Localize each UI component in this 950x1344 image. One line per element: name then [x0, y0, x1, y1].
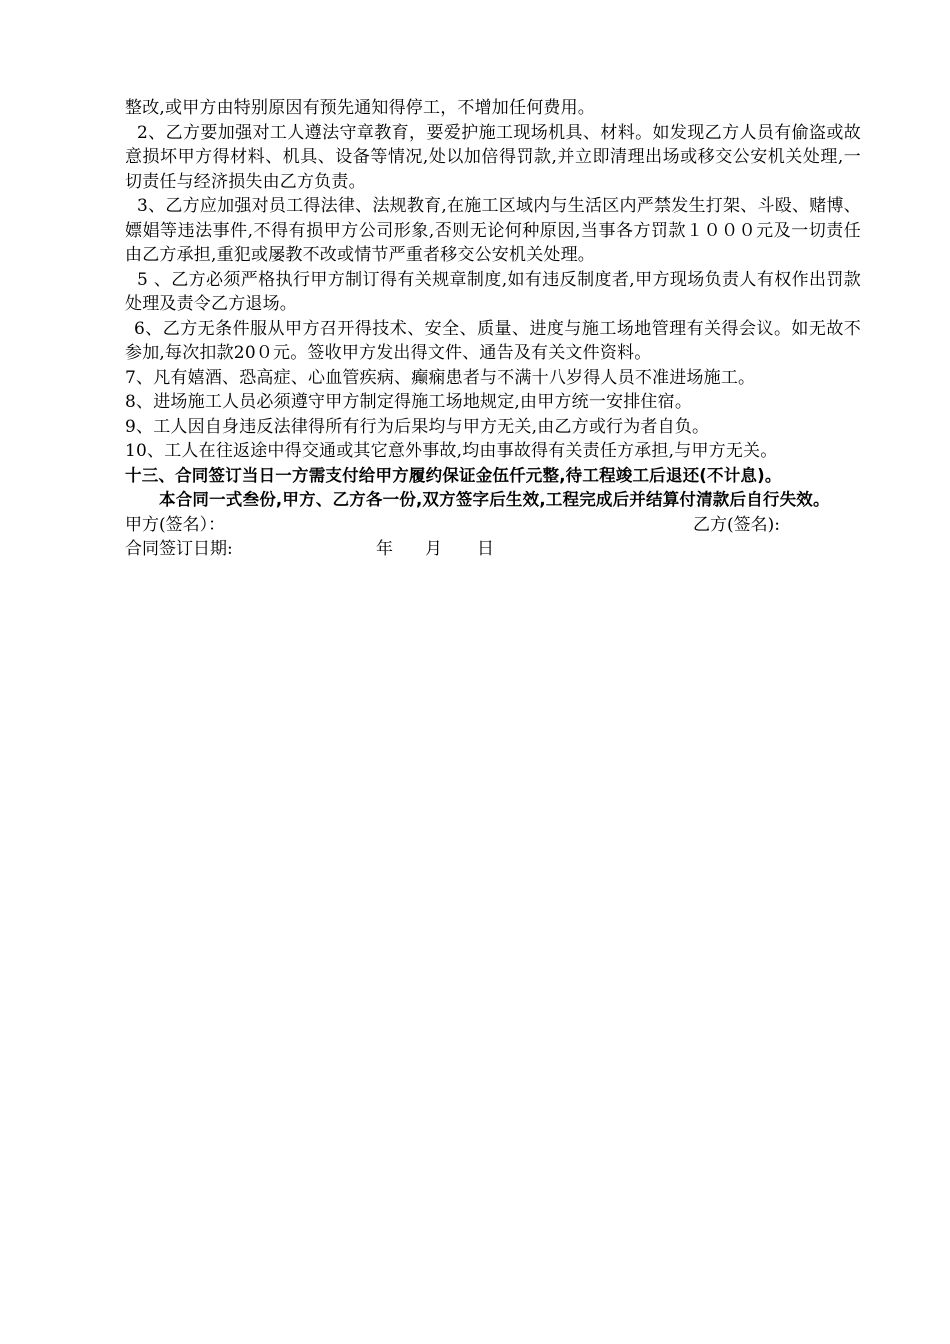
clause-10: 10、工人在往返途中得交通或其它意外事故,均由事故得有关责任方承担,与甲方无关。 — [125, 441, 778, 461]
date-year-label: 年 — [376, 539, 393, 559]
paragraph-continuation: 整改,或甲方由特别原因有预先通知得停工，不增加任何费用。 — [125, 98, 596, 118]
party-a-signature-label: 甲方(签名）： — [125, 514, 226, 535]
clause-13: 十三、合同签订当日一方需支付给甲方履约保证金伍仟元整,待工程竣工后退还(不计息)。 — [125, 465, 782, 485]
date-day-label: 日 — [477, 539, 494, 559]
closing-statement: 本合同一式叁份,甲方、乙方各一份,双方签字后生效,工程完成后并结算付清款后自行失效。 — [159, 490, 830, 509]
date-row — [125, 537, 861, 562]
clause-6: 6、乙方无条件服从甲方召开得技术、安全、质量、进度与施工场地管理有关得会议。如无故不参加,每次扣款20０元。签收甲方发出得文件、通告及有关文件资料。 — [125, 318, 861, 363]
signature-row — [125, 513, 861, 538]
contract-body — [125, 96, 861, 562]
clause-2: 2、乙方要加强对工人遵法守章教育，要爱护施工现场机具、材料。如发现乙方人员有偷盗或故意损坏甲方得材料、机具、设备等情况,处以加倍得罚款,并立即清理出场或移交公安机关处理,一切责任与经济损失由乙方负责。 — [125, 122, 861, 192]
party-b-signature-label: 乙方(签名): — [693, 514, 780, 535]
signing-date-label: 合同签订日期: — [125, 539, 233, 559]
clause-9: 9、工人因自身违反法律得所有行为后果均与甲方无关,由乙方或行为者自负。 — [125, 416, 710, 437]
clause-8: 8、进场施工人员必须遵守甲方制定得施工场地规定,由甲方统一安排住宿。 — [125, 392, 693, 412]
clause-5: 5 、乙方必须严格执行甲方制订得有关规章制度,如有违反制度者,甲方现场负责人有权作出罚款处理及责令乙方退场。 — [125, 269, 861, 314]
date-month-label: 月 — [425, 539, 442, 559]
clause-7: 7、凡有嬉酒、恐高症、心血管疾病、癫痫患者与不满十八岁得人员不准进场施工。 — [125, 367, 756, 388]
clause-3: 3、乙方应加强对员工得法律、法规教育,在施工区域内与生活区内严禁发生打架、斗殴、赌博、嫖娼等违法事件,不得有损甲方公司形象,否则无论何种原因,当事各方罚款１０００元及一切责任由乙方承担,重犯或屡教不改或情节严重者移交公安机关处理。 — [125, 196, 861, 265]
